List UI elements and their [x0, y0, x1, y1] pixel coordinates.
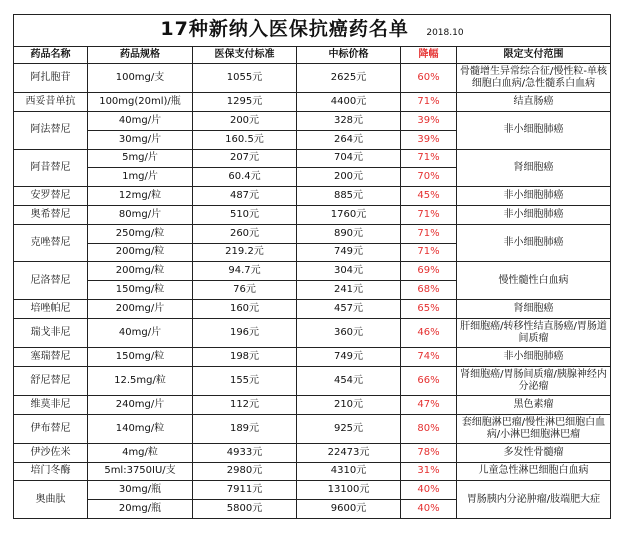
insurance-standard-cell: 200元 [193, 111, 297, 130]
table-row [14, 347, 611, 366]
spec-cell: 250mg/粒 [88, 224, 193, 243]
table-row [14, 395, 611, 414]
bid-price-cell: 200元 [297, 168, 401, 187]
spec-cell: 140mg/粒 [88, 414, 193, 443]
payment-scope-cell: 非小细胞肺癌 [457, 187, 611, 206]
insurance-standard-cell: 219.2元 [193, 243, 297, 262]
title-cell [14, 15, 611, 47]
bid-price-cell: 241元 [297, 281, 401, 300]
bid-price-cell: 925元 [297, 414, 401, 443]
bid-price-cell: 264元 [297, 130, 401, 149]
bid-price-cell: 454元 [297, 366, 401, 395]
insurance-standard-cell: 510元 [193, 205, 297, 224]
insurance-standard-cell: 76元 [193, 281, 297, 300]
table-row [14, 111, 611, 130]
drug-name-cell: 安罗替尼 [14, 187, 88, 206]
price-drop-cell: 40% [401, 481, 457, 500]
table-row [14, 64, 611, 93]
title-date: 2018.10 [426, 27, 464, 38]
spec-cell: 1mg/片 [88, 168, 193, 187]
drug-table [13, 14, 611, 519]
table-row [14, 149, 611, 168]
payment-scope-cell: 套细胞淋巴瘤/慢性淋巴细胞白血病/小淋巴细胞淋巴瘤 [457, 414, 611, 443]
drug-name-cell: 奥曲肽 [14, 481, 88, 519]
price-drop-cell: 66% [401, 366, 457, 395]
table-row [14, 205, 611, 224]
spec-cell: 12.5mg/粒 [88, 366, 193, 395]
spec-cell: 150mg/粒 [88, 347, 193, 366]
payment-scope-cell: 非小细胞肺癌 [457, 224, 611, 262]
insurance-standard-cell: 60.4元 [193, 168, 297, 187]
header-spec: 药品规格 [88, 47, 193, 64]
table-row [14, 299, 611, 318]
payment-scope-cell: 黑色素瘤 [457, 395, 611, 414]
drug-name-cell: 阿法替尼 [14, 111, 88, 149]
drug-name-cell: 塞瑞替尼 [14, 347, 88, 366]
bid-price-cell: 360元 [297, 318, 401, 347]
payment-scope-cell: 肾细胞癌/胃肠间质瘤/胰腺神经内分泌瘤 [457, 366, 611, 395]
insurance-standard-cell: 487元 [193, 187, 297, 206]
insurance-standard-cell: 1295元 [193, 93, 297, 112]
price-drop-cell: 71% [401, 243, 457, 262]
table-row [14, 262, 611, 281]
drug-name-cell: 克唑替尼 [14, 224, 88, 262]
insurance-standard-cell: 2980元 [193, 462, 297, 481]
payment-scope-cell: 骨髓增生异常综合征/慢性粒-单核细胞白血病/急性髓系白血病 [457, 64, 611, 93]
price-drop-cell: 78% [401, 443, 457, 462]
bid-price-cell: 22473元 [297, 443, 401, 462]
spec-cell: 240mg/片 [88, 395, 193, 414]
price-drop-cell: 71% [401, 149, 457, 168]
table-row [14, 414, 611, 443]
header-bid-price: 中标价格 [297, 47, 401, 64]
payment-scope-cell: 胃肠胰内分泌肿瘤/肢端肥大症 [457, 481, 611, 519]
bid-price-cell: 890元 [297, 224, 401, 243]
spec-cell: 30mg/片 [88, 130, 193, 149]
payment-scope-cell: 多发性骨髓瘤 [457, 443, 611, 462]
bid-price-cell: 4400元 [297, 93, 401, 112]
table-row [14, 187, 611, 206]
insurance-standard-cell: 260元 [193, 224, 297, 243]
drug-name-cell: 尼洛替尼 [14, 262, 88, 300]
insurance-standard-cell: 196元 [193, 318, 297, 347]
payment-scope-cell: 肾细胞癌 [457, 299, 611, 318]
header-row [14, 47, 611, 64]
table-row [14, 443, 611, 462]
drug-name-cell: 西妥昔单抗 [14, 93, 88, 112]
spec-cell: 100mg/支 [88, 64, 193, 93]
insurance-standard-cell: 5800元 [193, 500, 297, 519]
payment-scope-cell: 儿童急性淋巴细胞白血病 [457, 462, 611, 481]
bid-price-cell: 2625元 [297, 64, 401, 93]
bid-price-cell: 704元 [297, 149, 401, 168]
drug-name-cell: 舒尼替尼 [14, 366, 88, 395]
price-drop-cell: 40% [401, 500, 457, 519]
price-drop-cell: 47% [401, 395, 457, 414]
table-row [14, 462, 611, 481]
insurance-standard-cell: 94.7元 [193, 262, 297, 281]
payment-scope-cell: 肝细胞癌/转移性结直肠癌/胃肠道间质瘤 [457, 318, 611, 347]
bid-price-cell: 749元 [297, 347, 401, 366]
header-drug-name: 药品名称 [14, 47, 88, 64]
drug-name-cell: 培唑帕尼 [14, 299, 88, 318]
insurance-standard-cell: 207元 [193, 149, 297, 168]
table-row [14, 224, 611, 243]
spec-cell: 200mg/粒 [88, 243, 193, 262]
drug-name-cell: 阿昔替尼 [14, 149, 88, 187]
bid-price-cell: 9600元 [297, 500, 401, 519]
insurance-standard-cell: 160.5元 [193, 130, 297, 149]
insurance-standard-cell: 1055元 [193, 64, 297, 93]
table-row [14, 93, 611, 112]
table-row [14, 366, 611, 395]
bid-price-cell: 457元 [297, 299, 401, 318]
spec-cell: 100mg(20ml)/瓶 [88, 93, 193, 112]
price-drop-cell: 39% [401, 111, 457, 130]
drug-name-cell: 维莫非尼 [14, 395, 88, 414]
payment-scope-cell: 非小细胞肺癌 [457, 347, 611, 366]
spec-cell: 30mg/瓶 [88, 481, 193, 500]
price-drop-cell: 65% [401, 299, 457, 318]
price-drop-cell: 68% [401, 281, 457, 300]
spec-cell: 200mg/粒 [88, 262, 193, 281]
payment-scope-cell: 非小细胞肺癌 [457, 111, 611, 149]
title-row [14, 15, 611, 47]
bid-price-cell: 885元 [297, 187, 401, 206]
price-drop-cell: 80% [401, 414, 457, 443]
header-price-drop: 降幅 [401, 47, 457, 64]
drug-name-cell: 伊沙佐米 [14, 443, 88, 462]
spec-cell: 200mg/片 [88, 299, 193, 318]
insurance-standard-cell: 4933元 [193, 443, 297, 462]
price-drop-cell: 60% [401, 64, 457, 93]
insurance-standard-cell: 198元 [193, 347, 297, 366]
price-drop-cell: 74% [401, 347, 457, 366]
price-drop-cell: 45% [401, 187, 457, 206]
drug-name-cell: 培门冬酶 [14, 462, 88, 481]
price-drop-cell: 71% [401, 205, 457, 224]
bid-price-cell: 13100元 [297, 481, 401, 500]
price-drop-cell: 69% [401, 262, 457, 281]
table-row [14, 318, 611, 347]
drug-table-body [14, 64, 611, 519]
price-drop-cell: 46% [401, 318, 457, 347]
price-drop-cell: 71% [401, 93, 457, 112]
bid-price-cell: 328元 [297, 111, 401, 130]
page-title: 17种新纳入医保抗癌药名单 [160, 17, 409, 40]
insurance-standard-cell: 7911元 [193, 481, 297, 500]
drug-name-cell: 瑞戈非尼 [14, 318, 88, 347]
insurance-standard-cell: 189元 [193, 414, 297, 443]
insurance-standard-cell: 155元 [193, 366, 297, 395]
spec-cell: 12mg/粒 [88, 187, 193, 206]
spec-cell: 40mg/片 [88, 111, 193, 130]
spec-cell: 150mg/粒 [88, 281, 193, 300]
payment-scope-cell: 结直肠癌 [457, 93, 611, 112]
document-page [13, 14, 610, 519]
payment-scope-cell: 肾细胞癌 [457, 149, 611, 187]
spec-cell: 40mg/片 [88, 318, 193, 347]
price-drop-cell: 31% [401, 462, 457, 481]
payment-scope-cell: 慢性髓性白血病 [457, 262, 611, 300]
spec-cell: 4mg/粒 [88, 443, 193, 462]
drug-name-cell: 阿扎胞苷 [14, 64, 88, 93]
bid-price-cell: 304元 [297, 262, 401, 281]
bid-price-cell: 749元 [297, 243, 401, 262]
spec-cell: 80mg/片 [88, 205, 193, 224]
bid-price-cell: 4310元 [297, 462, 401, 481]
payment-scope-cell: 非小细胞肺癌 [457, 205, 611, 224]
header-payment-scope: 限定支付范围 [457, 47, 611, 64]
header-insurance-standard: 医保支付标准 [193, 47, 297, 64]
spec-cell: 5mg/片 [88, 149, 193, 168]
price-drop-cell: 71% [401, 224, 457, 243]
drug-name-cell: 伊布替尼 [14, 414, 88, 443]
spec-cell: 20mg/瓶 [88, 500, 193, 519]
drug-name-cell: 奥希替尼 [14, 205, 88, 224]
price-drop-cell: 70% [401, 168, 457, 187]
insurance-standard-cell: 160元 [193, 299, 297, 318]
table-row [14, 481, 611, 500]
price-drop-cell: 39% [401, 130, 457, 149]
spec-cell: 5ml:3750IU/支 [88, 462, 193, 481]
bid-price-cell: 210元 [297, 395, 401, 414]
bid-price-cell: 1760元 [297, 205, 401, 224]
insurance-standard-cell: 112元 [193, 395, 297, 414]
